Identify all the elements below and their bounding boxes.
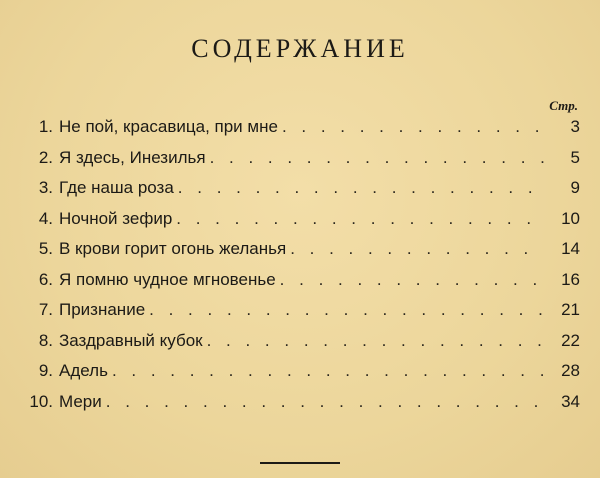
toc-entry (20, 234, 580, 265)
entry-page: 9 (570, 178, 580, 197)
toc-entry (20, 112, 580, 143)
toc-entry (20, 295, 580, 326)
entry-title: Я помню чудное мгновенье (59, 269, 276, 289)
entry-title: Я здесь, Инезилья (59, 147, 206, 167)
toc-entry (20, 204, 580, 235)
entry-title: Мери (59, 391, 102, 411)
dot-leader (282, 112, 544, 143)
toc-entry (20, 326, 580, 357)
toc-entry (20, 387, 580, 418)
dot-leader (207, 326, 544, 357)
entry-number: 9. (38, 361, 53, 380)
dot-leader (106, 387, 544, 418)
entry-title: В крови горит огонь желанья (59, 239, 287, 258)
dot-leader (176, 204, 544, 235)
entry-number: 8. (38, 330, 53, 350)
entry-number: 4. (38, 208, 53, 228)
table-of-contents (20, 112, 580, 417)
dot-leader (112, 356, 544, 387)
entry-number: 3. (38, 178, 53, 197)
entry-number: 1. (38, 117, 53, 136)
toc-entry (20, 356, 580, 387)
entry-title: Не пой, красавица, при мне (59, 117, 278, 136)
dot-leader (290, 234, 544, 265)
entry-number: 7. (38, 300, 53, 319)
entry-page: 21 (561, 300, 580, 319)
entry-page: 22 (561, 330, 580, 350)
entry-number: 10. (29, 391, 53, 411)
entry-title: Ночной зефир (59, 208, 173, 228)
entry-title: Заздравный кубок (59, 330, 203, 350)
toc-entry (20, 173, 580, 204)
entry-title: Где наша роза (59, 178, 174, 197)
dot-leader (210, 143, 544, 174)
entry-page: 5 (570, 147, 580, 167)
toc-entry (20, 143, 580, 174)
dot-leader (149, 295, 544, 326)
entry-title: Признание (59, 300, 146, 319)
entry-page: 34 (561, 391, 580, 411)
entry-page: 16 (561, 269, 580, 289)
entry-number: 5. (38, 239, 53, 258)
entry-page: 10 (561, 208, 580, 228)
entry-number: 6. (38, 269, 53, 289)
entry-number: 2. (38, 147, 53, 167)
page-column-label: Стр. (549, 98, 578, 113)
toc-entry (20, 265, 580, 296)
entry-page: 28 (561, 361, 580, 380)
dot-leader (178, 173, 544, 204)
page-title: СОДЕРЖАНИЕ (191, 34, 409, 63)
bottom-divider (260, 462, 340, 464)
entry-page: 14 (561, 239, 580, 258)
entry-title: Адель (59, 361, 108, 380)
entry-page: 3 (570, 117, 580, 136)
dot-leader (280, 265, 544, 296)
